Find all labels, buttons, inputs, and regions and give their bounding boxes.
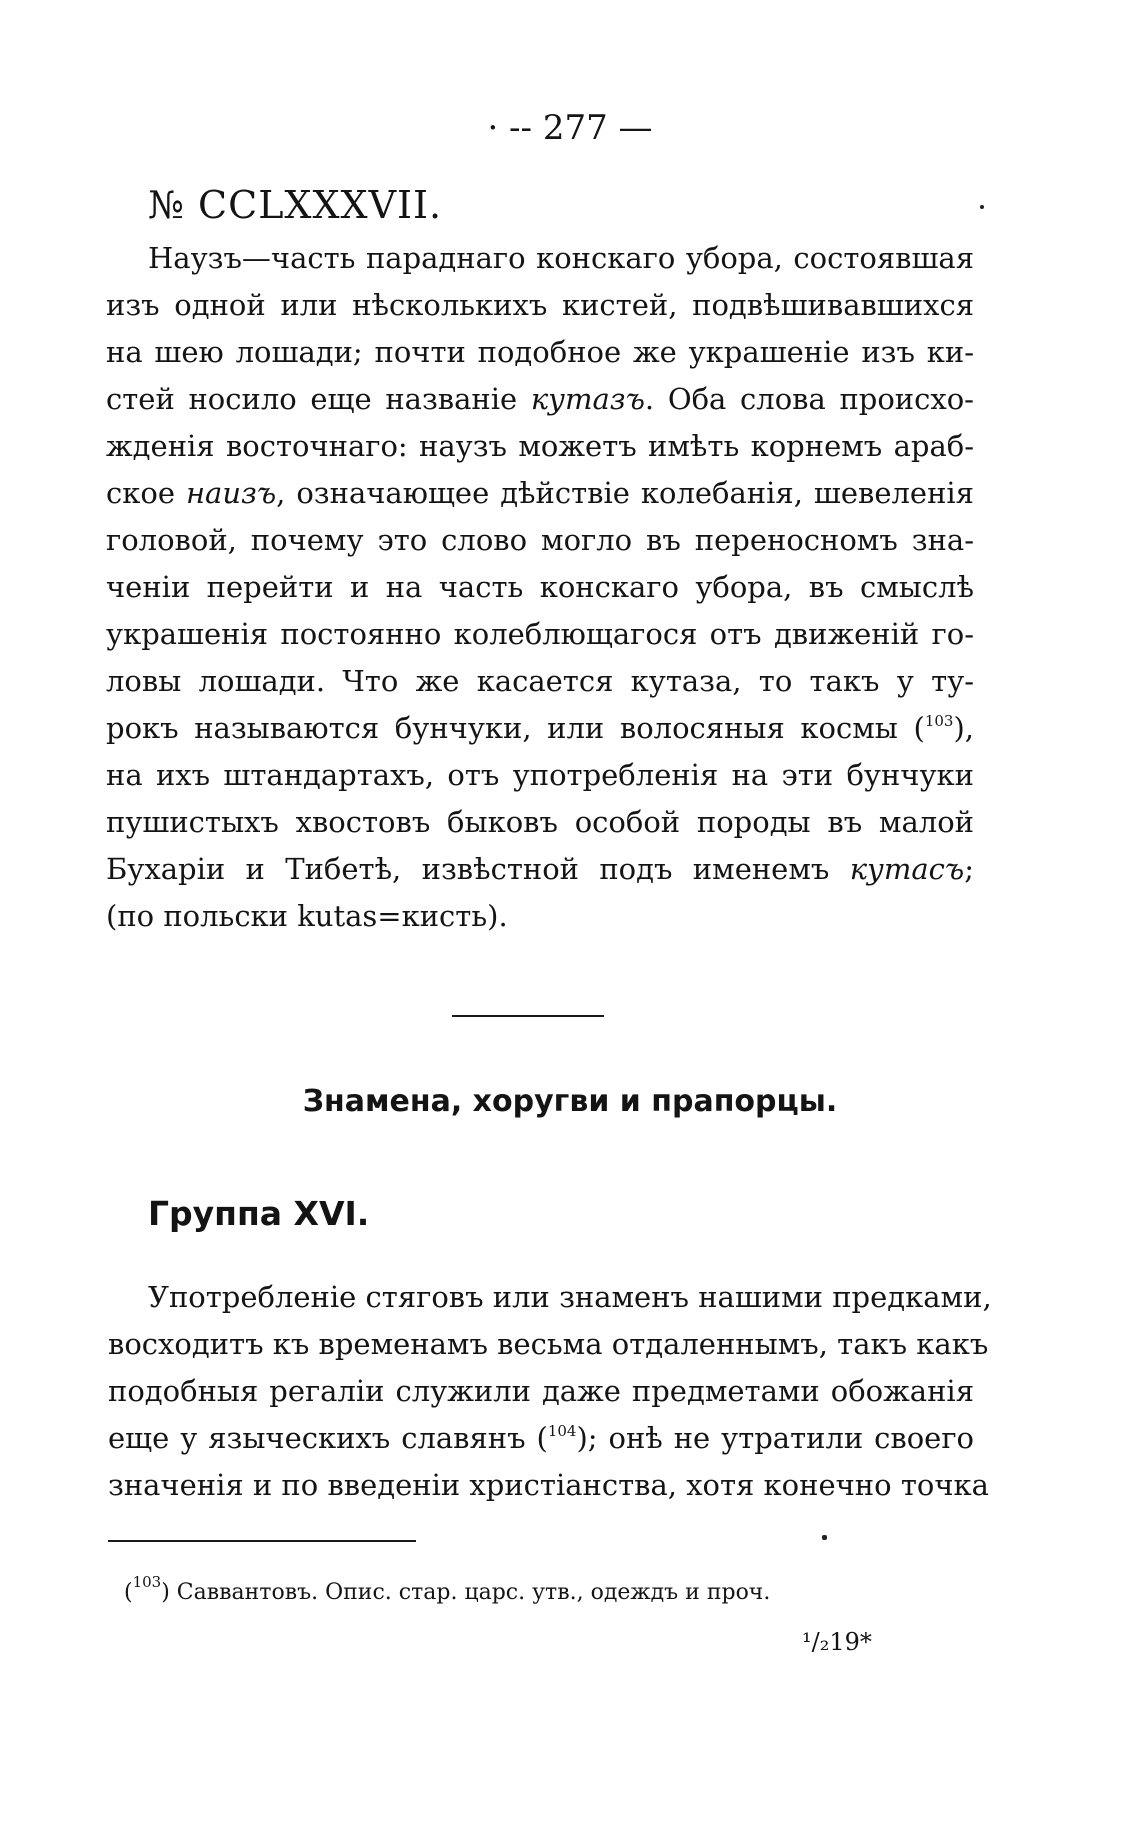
text-line: стей носило еще названіе кутазъ. Оба слова происхо-	[106, 382, 974, 416]
signature-mark: ¹/₂19*	[802, 1628, 872, 1656]
text-line: (по польски kutas=кисть).	[106, 899, 508, 933]
footnote: ($^{103}$) Саввантовъ. Опис. стар. царс. утв., одеждъ и проч.	[124, 1573, 771, 1605]
italic-term: наизъ	[185, 476, 277, 510]
text-line: ловы лошади. Что же касается кутаза, то такъ у ту-	[106, 664, 974, 698]
section-heading: Знамена, хоругви и прапорцы.	[302, 1084, 838, 1119]
text-line: украшенія постоянно колеблющагося отъ движеній го-	[106, 617, 974, 651]
text-line: еще у языческихъ славянъ ($^{104}$); онѣ не утратили своего	[108, 1421, 974, 1455]
document-number: № CCLXXXVII.	[148, 183, 443, 227]
italic-term: кутазъ	[530, 382, 645, 416]
text-line: на ихъ штандартахъ, отъ употребленія на эти бунчуки	[106, 758, 974, 792]
text-line: Употребленіе стяговъ или знаменъ нашими предками,	[148, 1280, 992, 1314]
text-line: значенія и по введеніи христіанства, хотя конечно точка	[108, 1468, 989, 1502]
page-number: · -- 277 —	[487, 108, 653, 148]
footnote-ref: 103	[924, 712, 954, 730]
text-line: пушистыхъ хвостовъ быковъ особой породы въ малой	[106, 805, 974, 839]
footnote-number: 103	[132, 1573, 162, 1591]
footnote-divider	[108, 1540, 416, 1542]
text-line: изъ одной или нѣсколькихъ кистей, подвѣшивавшихся	[106, 288, 974, 322]
footnote-ref: 104	[547, 1422, 577, 1440]
text-line: Наузъ—часть параднаго конскаго убора, состоявшая	[148, 241, 974, 275]
group-heading: Группа XVI.	[148, 1194, 370, 1233]
text-line: ченіи перейти и на часть конскаго убора, въ смыслѣ	[106, 570, 974, 604]
text-line: подобныя регаліи служили даже предметами обожанія	[108, 1374, 974, 1408]
section-divider	[452, 1015, 604, 1017]
text-line: Бухаріи и Тибетѣ, извѣстной подъ именемъ кутасъ;	[106, 852, 974, 886]
text-line: на шею лошади; почти подобное же украшеніе изъ ки-	[106, 335, 974, 369]
text-line: восходитъ къ временамъ весьма отдаленнымъ, такъ какъ	[108, 1327, 989, 1361]
text-line: головой, почему это слово могло въ переносномъ зна-	[106, 523, 974, 557]
ink-speck	[980, 205, 984, 209]
italic-term: кутасъ	[849, 852, 965, 886]
ink-speck	[822, 1535, 827, 1540]
text-line: рокъ называются бунчуки, или волосяныя космы ($^{103}$),	[106, 711, 974, 745]
text-line: ское наизъ, означающее дѣйствіе колебанія, шевеленія	[106, 476, 974, 510]
text-line: жденія восточнаго: наузъ можетъ имѣть корнемъ араб-	[106, 429, 974, 463]
